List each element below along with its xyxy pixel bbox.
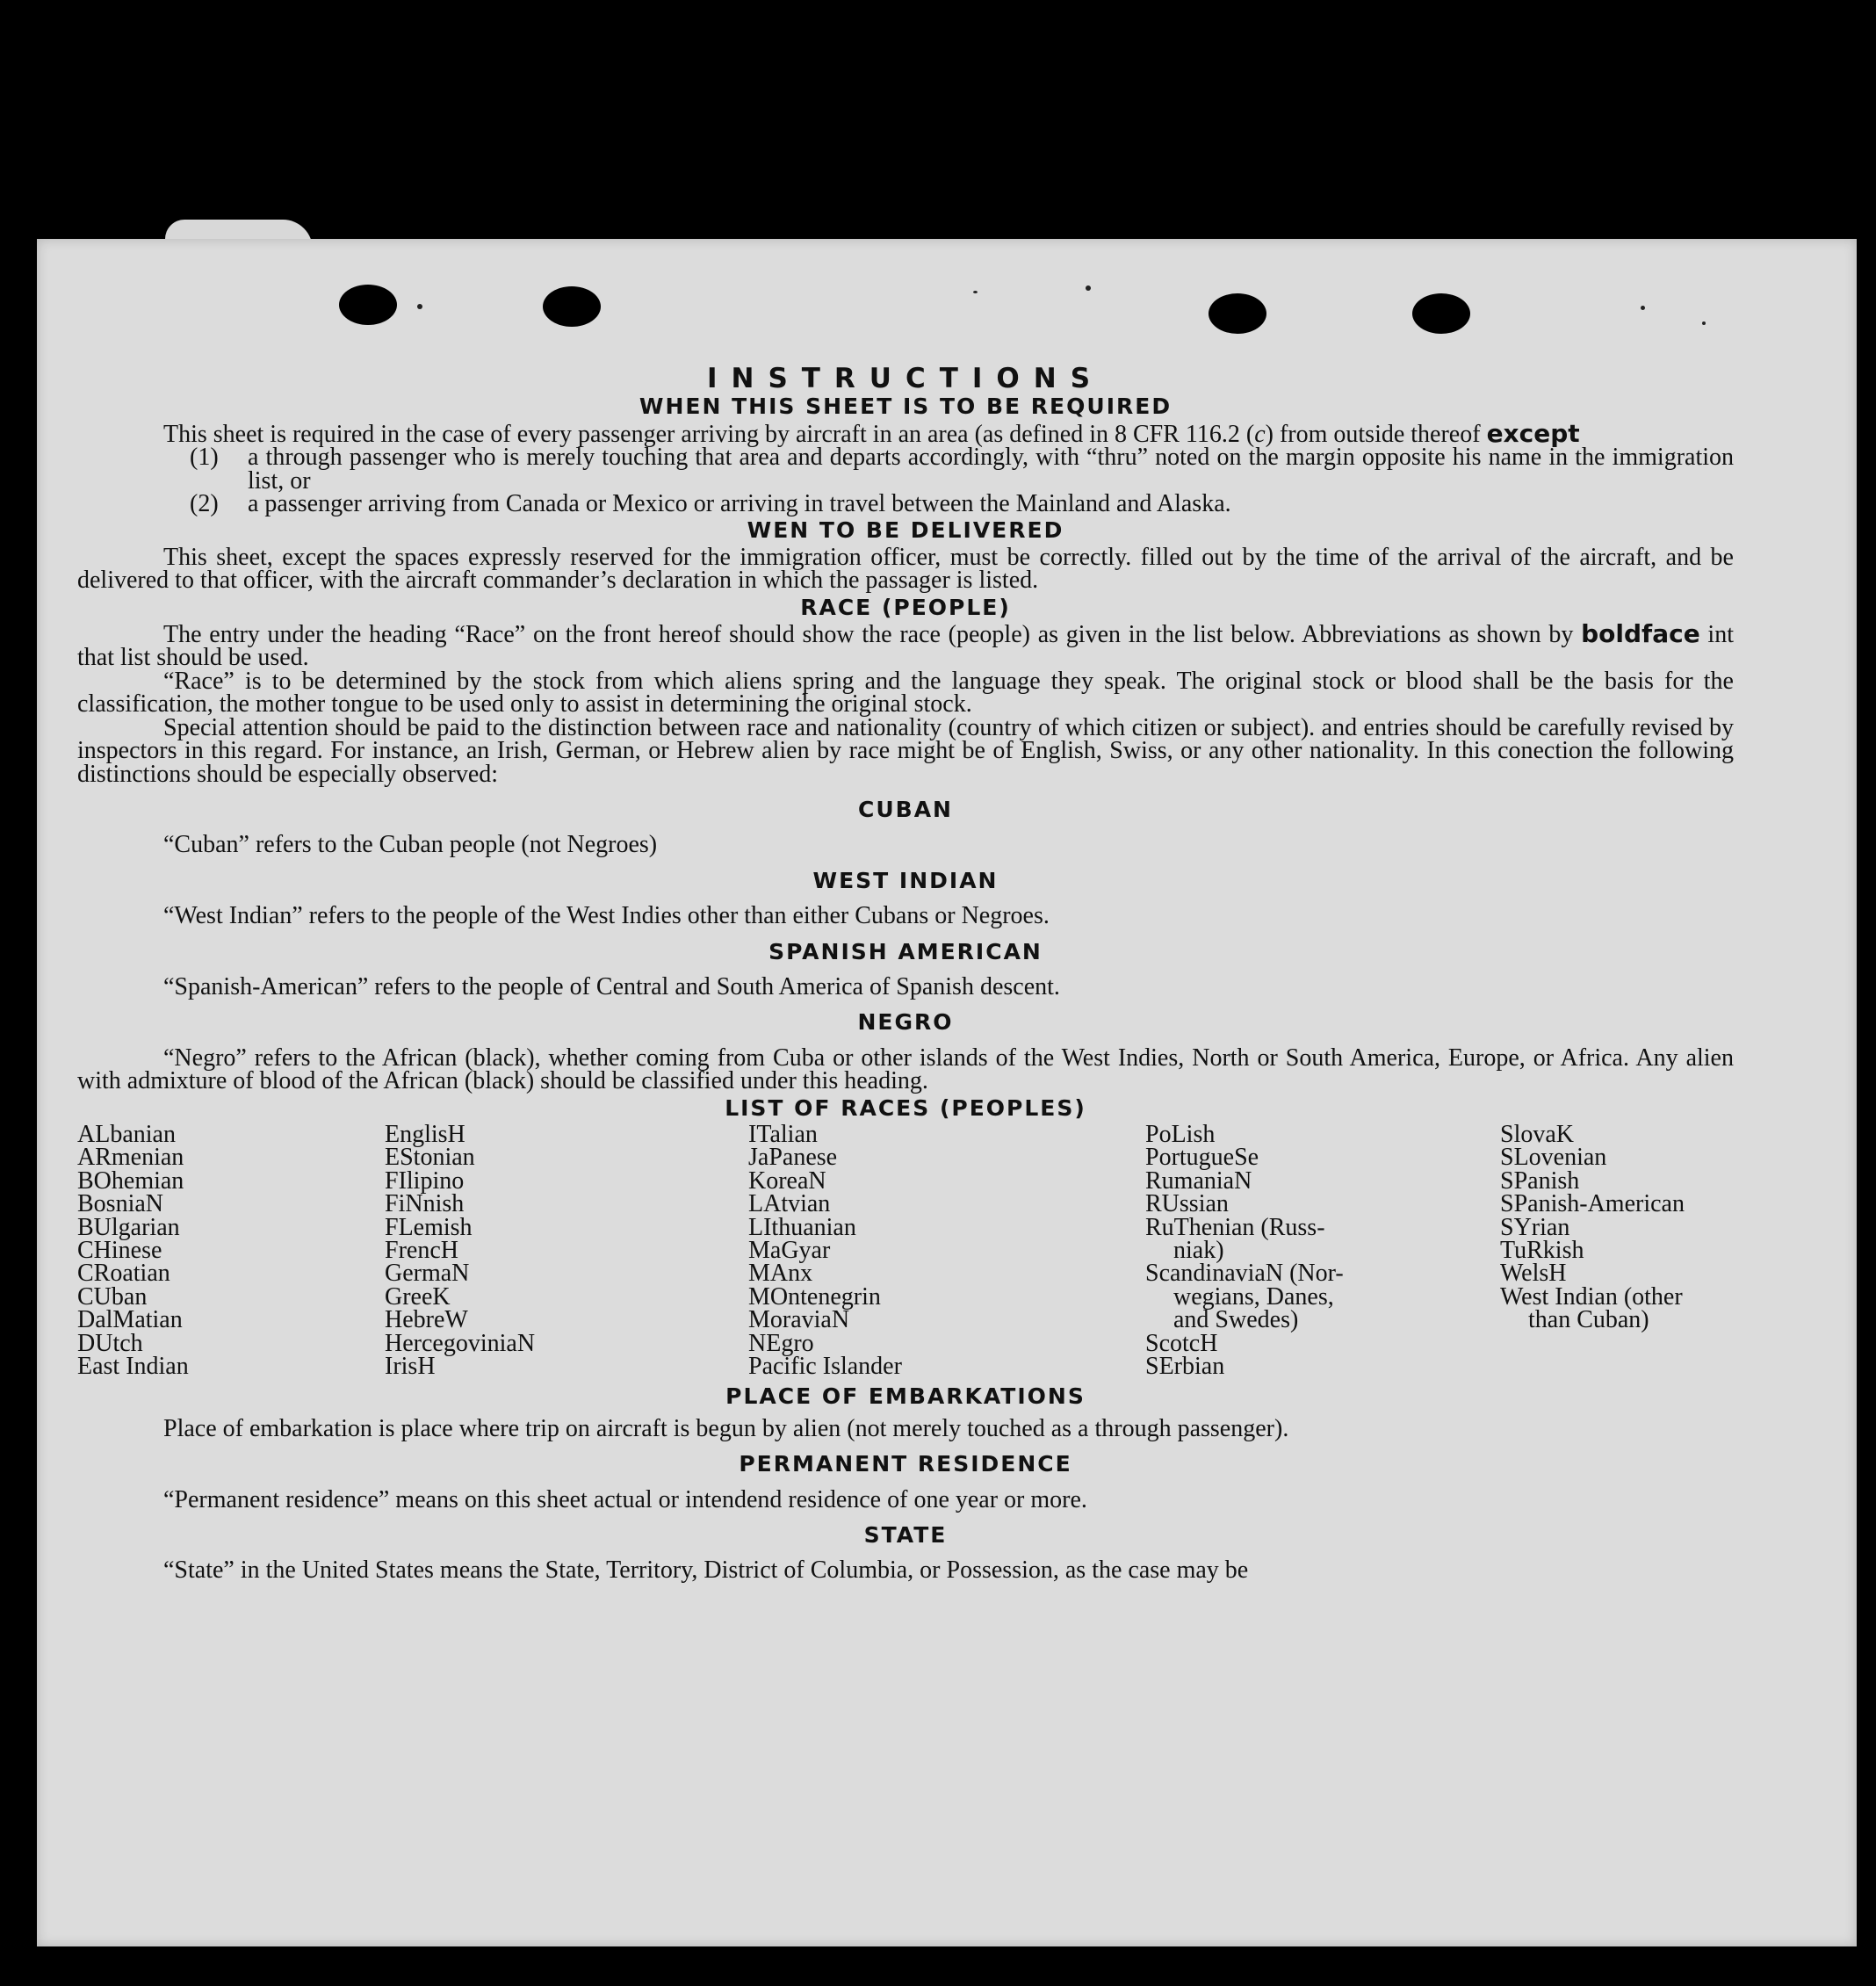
race-entry: Pacific Islander (748, 1353, 902, 1381)
race-entry: CHinese (77, 1237, 162, 1264)
race-entry: TuRkish (1500, 1237, 1584, 1264)
race-entry: BOhemian (77, 1166, 184, 1195)
dust-speck (1702, 321, 1706, 325)
race-entry: SYrian (1500, 1213, 1570, 1241)
race-entry: ITalian (748, 1120, 818, 1148)
race-entry: EnglisH (385, 1120, 465, 1148)
race-entry: NEgro (748, 1329, 814, 1357)
race-entry: FiNnish (385, 1190, 465, 1218)
race-entry: GermaN (385, 1260, 470, 1288)
race-entry: CRoatian (77, 1260, 170, 1288)
dust-speck (417, 304, 422, 309)
heading-embarkation: PLACE OF EMBARKATIONS (725, 1383, 1086, 1410)
state-text: “State” in the United States means the State, Territory, District of Columbia, or Possession, as the case may be (163, 1556, 1249, 1585)
race-entry: HercegoviniaN (385, 1329, 536, 1357)
heading-list-of-races: LIST OF RACES (PEOPLES) (725, 1094, 1086, 1121)
when-required-intro: This sheet is required in the case of every passenger arriving by aircraft in an area (as defined in 8 CFR 116.2 (c) from outside thereof except (163, 418, 1580, 448)
race-entry: FIlipino (385, 1166, 465, 1195)
spanish-american-text: “Spanish-American” refers to the people of Central and South America of Spanish descent. (163, 972, 1060, 1000)
race-entry: JaPanese (748, 1144, 838, 1172)
race-entry: DUtch (77, 1329, 143, 1357)
race-entry: RuThenian (Russ- (1145, 1213, 1325, 1241)
document-title: INSTRUCTIONS (706, 363, 1105, 394)
race-entry: LIthuanian (748, 1213, 856, 1241)
races-column-2 (385, 1120, 748, 1381)
races-column-5 (1500, 1120, 1734, 1378)
punch-hole (1412, 293, 1470, 334)
dust-speck (973, 291, 978, 293)
punch-hole (339, 285, 397, 325)
heading-spanish-american: SPANISH AMERICAN (768, 938, 1043, 964)
race-entry: CUban (77, 1282, 148, 1311)
delivered-text: This sheet, except the spaces expressly reserved for the immigration officer, must be correctly. filled out by the time of the arrival of the aircraft, and be delivered to that officer, with the aircraft commander’s declaration in which the passager is listed. (77, 543, 1734, 595)
race-entry: ScandinaviaN (Nor- (1145, 1260, 1344, 1288)
race-entry: PortugueSe (1145, 1144, 1259, 1172)
heading-west-indian: WEST INDIAN (812, 867, 999, 893)
punch-hole (543, 286, 601, 327)
race-entry: KoreaN (748, 1166, 826, 1195)
race-entry: BosniaN (77, 1190, 163, 1218)
heading-permanent-residence: PERMANENT RESIDENCE (739, 1451, 1072, 1477)
race-entry: GreeK (385, 1282, 451, 1311)
race-entry: EStonian (385, 1144, 475, 1172)
race-entry: niak) (1173, 1237, 1224, 1264)
heading-negro: NEGRO (857, 1009, 954, 1036)
race-paragraph-3: Special attention should be paid to the distinction between race and nationality (country of which citizen or subject). and entries should be carefully revised by inspectors in this regard. For instance, an Irish, German, or Hebrew alien by race might be of English, Swiss, or any other nationality. In this conection the following distinctions should be especially observed: (77, 713, 1734, 788)
race-entry: SPanish-American (1500, 1190, 1685, 1218)
race-entry: MAnx (748, 1260, 813, 1288)
race-entry: West Indian (other (1500, 1282, 1683, 1311)
permanent-residence-text: “Permanent residence” means on this sheet actual or intendend residence of one year or more. (163, 1485, 1087, 1513)
race-entry: RumaniaN (1145, 1166, 1252, 1195)
heading-delivered: WEN TO BE DELIVERED (747, 517, 1064, 544)
race-entry: SErbian (1145, 1353, 1225, 1381)
list-item: (1) a through passenger who is merely touching that area and departs accordingly, with “thru” noted on the margin opposite his name in the immigration list, or (190, 444, 1734, 495)
dust-speck (1086, 285, 1091, 291)
race-entry: HebreW (385, 1306, 468, 1334)
race-entry: RUssian (1145, 1190, 1229, 1218)
race-entry: MOntenegrin (748, 1282, 881, 1311)
heading-race: RACE (PEOPLE) (800, 594, 1011, 620)
race-entry: MaGyar (748, 1237, 831, 1264)
west-indian-text: “West Indian” refers to the people of the West Indies other than either Cubans or Negroes. (163, 902, 1050, 930)
list-item: (2) a passenger arriving from Canada or Mexico or arriving in travel between the Mainland and Alaska. (190, 490, 1231, 518)
race-entry: ScotcH (1145, 1329, 1218, 1357)
race-entry: BUlgarian (77, 1213, 180, 1241)
race-entry: East Indian (77, 1353, 189, 1381)
race-entry: than Cuban) (1528, 1306, 1649, 1334)
race-entry: PoLish (1145, 1120, 1216, 1148)
races-column-4 (1145, 1120, 1500, 1381)
race-entry: LAtvian (748, 1190, 831, 1218)
race-entry: MoraviaN (748, 1306, 850, 1334)
race-entry: SPanish (1500, 1166, 1580, 1195)
races-column-3 (748, 1120, 1145, 1381)
race-entry: DalMatian (77, 1306, 183, 1334)
punch-hole (1209, 293, 1266, 334)
race-entry: SlovaK (1500, 1120, 1574, 1148)
race-entry: FrencH (385, 1237, 458, 1264)
race-entry: wegians, Danes, (1173, 1282, 1334, 1311)
dust-speck (1641, 306, 1645, 310)
cuban-text: “Cuban” refers to the Cuban people (not Negroes) (163, 831, 658, 859)
races-list (77, 1120, 1734, 1381)
race-paragraph-2: “Race” is to be determined by the stock from which aliens spring and the language they speak. The original stock or blood shall be the basis for the classification, the mother tongue to be used only to assist in determining the original stock. (77, 667, 1734, 719)
races-column-1 (77, 1120, 385, 1381)
negro-text: “Negro” refers to the African (black), whether coming from Cuba or other islands of the West Indies, North or South America, Europe, or Africa. Any alien with admixture of blood of the African (black) should be classified under this heading. (77, 1044, 1734, 1095)
exception-list (190, 446, 1734, 516)
race-entry: and Swedes) (1173, 1306, 1299, 1334)
race-entry: IrisH (385, 1353, 436, 1381)
race-entry: WelsH (1500, 1260, 1567, 1288)
race-entry: ARmenian (77, 1144, 184, 1172)
embarkation-text: Place of embarkation is place where trip on aircraft is begun by alien (not merely touched as a through passenger). (163, 1414, 1289, 1442)
race-entry: FLemish (385, 1213, 473, 1241)
heading-state: STATE (863, 1522, 948, 1549)
document-body (77, 364, 1734, 1583)
race-paragraph-1: The entry under the heading “Race” on the front hereof should show the race (people) as given in the list below. Abbreviations as shown by boldface int that list should be used. (77, 619, 1734, 672)
heading-when-required: WHEN THIS SHEET IS TO BE REQUIRED (639, 394, 1172, 420)
heading-cuban: CUBAN (858, 796, 953, 822)
race-entry: SLovenian (1500, 1144, 1607, 1172)
race-entry: ALbanian (77, 1120, 176, 1148)
